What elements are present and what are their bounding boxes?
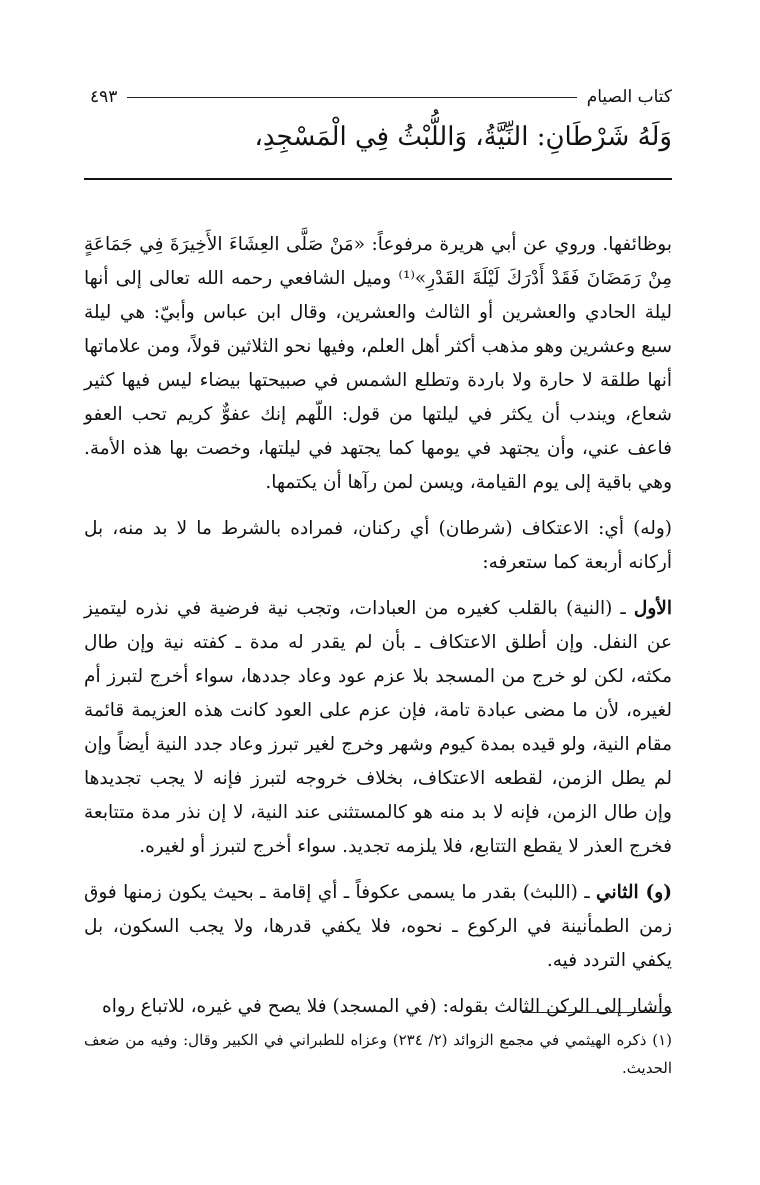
commentary-body [84,228,672,1036]
page-number: ٤٩٣ [90,87,118,107]
paragraph-conditions: (وله) أي: الاعتكاف (شرطان) أي ركنان، فمراده بالشرط ما لا بد منه، بل أركانه أربعة كما ستعرفه: [84,518,672,573]
running-header [90,82,672,112]
first-pillar-text: ـ (النية) بالقلب كغيره من العبادات، وتجب نية فرضية في نذره ليتميز عن النفل. وإن أطلق الاعتكاف ـ بأن لم يقدر له مدة ـ كفته نية وإن طال مكثه، لكن لو خرج من المسجد بلا عزم عود وعاد جددها، سواء أخرج لتبرز أم لغيره، لأن ما مضى عبادة تامة، فإن عزم على العود كانت هذه العزيمة قائمة مقام النية، ولو قيده بمدة كيوم وشهر وخرج لغير تبرز وعاد جدد النية أيضاً وإن لم يطل الزمن، لقطعه الاعتكاف، بخلاف خروجه لتبرز فإنه لا يجب تجديدها وإن طال الزمن، فإنه لا بد منه هو كالمستثنى عند النية، لا إن نذر مدة متتابعة فخرج العذر لا يقطع التتابع، فلا يلزمه تجديد. سواء أخرج لتبرز أو لغيره. [84,598,672,857]
first-pillar-label: الأول [633,598,672,619]
header-rule [127,97,576,98]
paragraph-laylat-al-qadr: بوظائفها. وروي عن أبي هريرة مرفوعاً: «مَنْ صَلَّى العِشَاءَ الأَخِيرَةَ فِي جَمَاعَةٍ مِنْ رَمَضَانَ فَقَدْ أَدْرَكَ لَيْلَةَ القَدْرِ»⁽¹⁾ وميل الشافعي رحمه الله تعالى إلى أنها ليلة الحادي والعشرين أو الثالث والعشرين، وقال ابن عباس وأبيّ: هي ليلة سبع وعشرين وهو مذهب أكثر أهل العلم، وفيها نحو الثلاثين قولاً، ومن علاماتها أنها طلقة لا حارة ولا باردة وتطلع الشمس في صبيحتها بيضاء ليس فيها كثير شعاع، ويندب أن يكثر في ليلتها من قول: اللّهم إنك عفوٌّ كريم تحب العفو فاعف عني، وأن يجتهد في يومها كما يجتهد في ليلتها، وخصت بها هذه الأمة. وهي باقية إلى يوم القيامة، ويسن لمن رآها أن يكتمها. [84,234,672,493]
paragraph-third-pillar: وأشار إلى الركن الثالث بقوله: (في المسجد) فلا يصح في غيره، للاتباع رواه [102,996,672,1017]
footnote-divider [522,1012,672,1013]
second-pillar-text: ـ (اللبث) بقدر ما يسمى عكوفاً ـ أي إقامة ـ بحيث يكون زمنها فوق زمن الطمأنينة في الركوع ـ نحوه، فلا يكفي قدرها، ولا يجب السكون، بل يكفي التردد فيه. [84,882,672,971]
footnote: (١) ذكره الهيثمي في مجمع الزوائد (٢/ ٢٣٤) وعزاه للطبراني في الكبير وقال: وفيه من ضعف الحديث. [84,1031,672,1077]
matn-text: وَلَهُ شَرْطَانِ: النِّيَّةُ، وَاللُّبْثُ فِي الْمَسْجِدِ، [254,122,672,152]
chapter-title: كتاب الصيام [586,87,672,107]
paragraph-first-pillar [84,592,672,864]
paragraph-second-pillar [84,876,672,978]
matn-divider [84,178,672,180]
second-pillar-label: (و) الثاني [596,882,672,903]
